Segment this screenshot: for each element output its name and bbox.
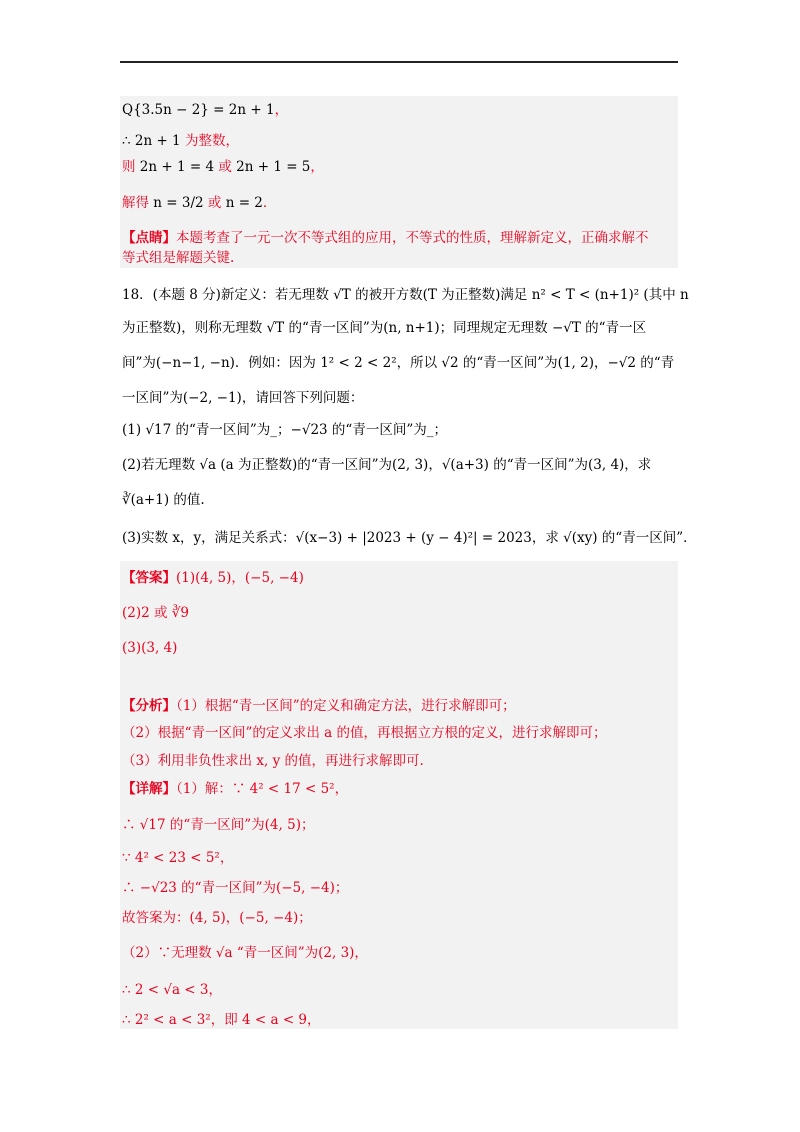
problem-line-1: 18．(本题 8 分)新定义：若无理数 √T 的被开方数(T 为正整数)满足 n² < T < (n+1)² (其中 n: [122, 287, 689, 303]
detail-line-1: [122, 779, 348, 799]
tip-line-2: 等式组是解题关键.: [122, 250, 235, 266]
prev-line-2-math: ∴ 2n + 1: [122, 133, 181, 149]
prev-line-3-end: ，: [310, 159, 324, 175]
prev-line-1: [122, 100, 288, 120]
prev-line-3-or: 或: [214, 159, 237, 175]
answer-1: (1)(4, 5)，(−5, −4): [176, 570, 304, 586]
prev-line-4-math2: n = 2: [225, 195, 263, 211]
detail-7: ∴ 2 < √a < 3，: [122, 982, 222, 998]
detail-3: ∵ 4² < 23 < 5²，: [122, 850, 234, 866]
detail-1: （1）解：∵ 4² < 17 < 5²，: [176, 781, 349, 797]
answer-tag: 【答案】: [122, 570, 176, 586]
detail-tag: 【详解】: [122, 781, 176, 797]
detail-8: ∴ 2² < a < 3²，即 4 < a < 9，: [122, 1012, 321, 1028]
tip-tag: 【点睛】: [122, 230, 176, 246]
answer-2: (2)2 或 ∛9: [122, 605, 189, 621]
problem-line-4: 一区间”为(−2, −1)，请回答下列问题：: [122, 390, 364, 406]
prev-line-4-pre: 解得: [122, 195, 154, 211]
analysis-line-1: [122, 696, 516, 716]
prev-line-3: [122, 157, 324, 177]
analysis-tag: 【分析】: [122, 698, 176, 714]
detail-4: ∴ −√23 的“青一区间”为(−5, −4)；: [122, 880, 349, 896]
prev-line-1-math: Q{3.5n − 2} = 2n + 1: [122, 102, 275, 118]
answer-line-1: [122, 568, 304, 588]
prev-line-3-math2: 2n + 1 = 5: [236, 159, 311, 175]
prev-line-4-math1: n = 3/2: [153, 195, 204, 211]
detail-6: （2）∵无理数 √a “青一区间”为(2, 3)，: [122, 945, 368, 961]
question-2-cont: ∛(a+1) 的值.: [122, 492, 205, 508]
answer-3: (3)(3, 4): [122, 640, 178, 656]
analysis-3: （3）利用非负性求出 x, y 的值，再进行求解即可.: [122, 753, 424, 769]
analysis-1: （1）根据“青一区间”的定义和确定方法，进行求解即可；: [176, 698, 516, 714]
prev-line-4-end: ．: [262, 195, 277, 211]
detail-2: ∴ √17 的“青一区间”为(4, 5)；: [122, 817, 315, 833]
prev-line-2: [122, 131, 239, 151]
question-3: (3)实数 x，y，满足关系式：√(x−3) + |2023 + (y − 4)²| = 2023，求 √(xy) 的“青一区间”．: [122, 530, 697, 546]
tip-line-1: [122, 228, 649, 248]
prev-line-4-or: 或: [203, 195, 226, 211]
detail-5: 故答案为：(4, 5)，(−5, −4)；: [122, 910, 312, 926]
analysis-2: （2）根据“青一区间”的定义求出 a 的值，再根据立方根的定义，进行求解即可；: [122, 725, 607, 741]
tip-text: 本题考查了一元一次不等式组的应用，不等式的性质，理解新定义，正确求解不: [176, 230, 649, 246]
question-2: (2)若无理数 √a (a 为正整数)的“青一区间”为(2, 3)，√(a+3) 的“青一区间”为(3, 4)，求: [122, 457, 652, 473]
prev-line-1-end: ，: [274, 102, 289, 118]
problem-line-2: 为正整数)，则称无理数 √T 的“青一区间”为(n, n+1)；同理规定无理数 −√T 的“青一区: [122, 320, 647, 336]
prev-line-4: [122, 193, 276, 213]
prev-line-3-math1: 2n + 1 = 4: [139, 159, 215, 175]
prev-line-3-pre: 则: [122, 159, 140, 175]
prev-line-2-text: 为整数，: [180, 133, 239, 149]
header-rule: [120, 61, 678, 63]
problem-line-3: 间”为(−n−1, −n)．例如：因为 1² < 2 < 2²，所以 √2 的“青一区间”为(1, 2)，−√2 的“青: [122, 355, 675, 371]
question-1: (1) √17 的“青一区间”为_；−√23 的“青一区间”为_；: [122, 422, 447, 438]
